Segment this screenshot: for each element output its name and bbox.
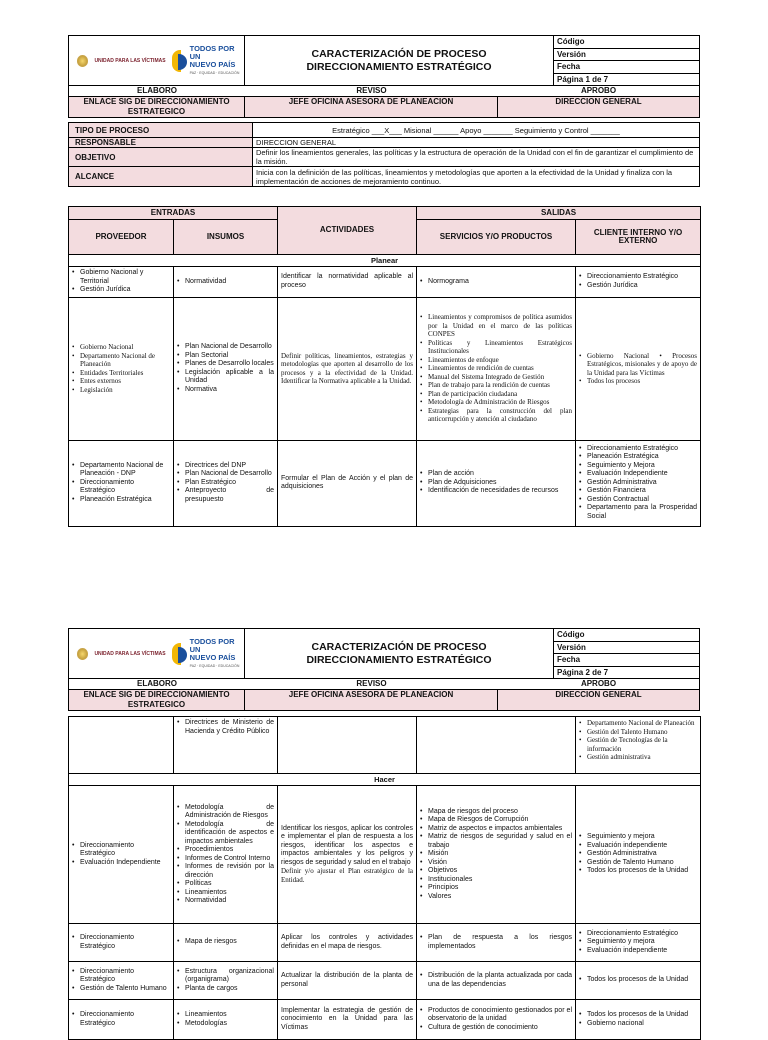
list-item: • Normatividad bbox=[177, 897, 274, 906]
meta-codigo: Código bbox=[554, 629, 699, 642]
sign-roles bbox=[69, 86, 699, 96]
list-item: • Direccionamiento Estratégico bbox=[579, 930, 697, 939]
list-item: • Departamento Nacional de Planeación bbox=[72, 352, 170, 369]
bullet-list bbox=[177, 462, 274, 505]
bullet-list bbox=[72, 343, 170, 394]
list-item: • Políticas y Lineamientos Estratégicos Institucionales bbox=[420, 339, 572, 356]
activity-text: Formular el Plan de Acción y el plan de adquisiciones bbox=[281, 474, 414, 490]
nuevo-pais-logo bbox=[172, 45, 244, 77]
document-meta bbox=[554, 36, 699, 85]
list-item: • Direccionamiento Estratégico bbox=[579, 273, 697, 282]
bullet-list bbox=[420, 313, 572, 424]
list-item: • Metodología de identificación de aspectos e impactos ambientales bbox=[177, 821, 274, 847]
elaboro-name: ENLACE SIG DE DIRECCIONAMIENTO ESTRATEGICO bbox=[69, 97, 245, 117]
bullet-list bbox=[177, 343, 274, 394]
activity-text: Definir políticas, lineamientos, estrategias y metodologías que aporten al desarrollo de los procesos y a la efectividad de la Unidad. Identificar la Normativa aplicable a la Unidad. bbox=[281, 351, 414, 385]
list-item: • Anteproyecto de presupuesto bbox=[177, 487, 274, 504]
logo-pais-tagline: PAZ · EQUIDAD · EDUCACIÓN bbox=[189, 70, 240, 75]
list-item: • Gestión de Talento Humano bbox=[579, 859, 697, 868]
bullet-list bbox=[177, 278, 274, 287]
list-item: • Metodología de Administración de Riesgos bbox=[177, 804, 274, 821]
bullet-list bbox=[177, 719, 274, 736]
bullet-list bbox=[72, 462, 170, 505]
meta-fecha: Fecha bbox=[554, 654, 699, 667]
list-item: • Departamento para la Prosperidad Social bbox=[579, 504, 697, 521]
list-item: • Gestión Contractual bbox=[579, 496, 697, 505]
bullet-list bbox=[579, 445, 697, 522]
coat-of-arms-icon bbox=[77, 55, 88, 67]
bullet-list bbox=[420, 808, 572, 902]
bullet-list bbox=[420, 972, 572, 989]
list-item: • Lineamientos bbox=[177, 1011, 274, 1020]
reviso-label: REVISO bbox=[356, 86, 387, 95]
list-item: • Seguimiento y mejora bbox=[579, 833, 697, 842]
list-item: • Gestión Financiera bbox=[579, 487, 697, 496]
list-item: • Gestión del Talento Humano bbox=[579, 728, 697, 737]
nuevo-pais-mark-icon bbox=[172, 50, 187, 72]
process-table-page-2 bbox=[68, 716, 701, 1040]
list-item: • Evaluación Independiente bbox=[72, 859, 170, 868]
meta-page: Página 2 de 7 bbox=[557, 667, 609, 677]
list-item: • Plan de Adquisiciones bbox=[420, 479, 572, 488]
logo-pais-line-1: TODOS POR UN bbox=[189, 43, 235, 61]
alcance-value: Inicia con la definición de las políticas, lineamientos y metodologías que aporten a la efectividad de la Unidad y finaliza con la implementación de acciones de mejoramiento continuo. bbox=[256, 167, 673, 186]
list-item: • Gestión administrativa bbox=[579, 753, 697, 762]
logo-area bbox=[69, 36, 245, 85]
list-item: • Gobierno nacional bbox=[579, 1020, 697, 1029]
process-info bbox=[68, 122, 700, 187]
document-meta bbox=[554, 629, 699, 678]
reviso-name: JEFE OFICINA ASESORA DE PLANEACION bbox=[245, 690, 498, 710]
elaboro-name: ENLACE SIG DE DIRECCIONAMIENTO ESTRATEGICO bbox=[69, 690, 245, 710]
list-item: • Metodologías bbox=[177, 1020, 274, 1029]
logo-unidad-text: UNIDAD PARA LAS VÍCTIMAS bbox=[94, 650, 166, 657]
aprobo-name: DIRECCION GENERAL bbox=[555, 690, 642, 699]
logo-area bbox=[69, 629, 245, 678]
list-item: • Gestión Jurídica bbox=[579, 282, 697, 291]
bullet-list bbox=[579, 352, 697, 386]
responsable-label: RESPONSABLE bbox=[69, 138, 253, 147]
elaboro-label: ELABORO bbox=[137, 679, 177, 688]
list-item: • Legislación aplicable a la Unidad bbox=[177, 369, 274, 386]
aprobo-name: DIRECCION GENERAL bbox=[555, 97, 642, 106]
list-item: • Plan Sectorial bbox=[177, 352, 274, 361]
list-item: • Lineamientos de enfoque bbox=[420, 356, 572, 365]
list-item: • Direccionamiento Estratégico bbox=[72, 842, 170, 859]
bullet-list bbox=[579, 930, 697, 956]
list-item: • Plan Nacional de Desarrollo bbox=[177, 343, 274, 352]
objetivo-value: Definir los lineamientos generales, las políticas y la estructura de operación de la Unidad con el fin de garantizar el cumplimiento de la misión. bbox=[256, 148, 694, 166]
entradas-header: ENTRADAS bbox=[69, 207, 278, 220]
activity-text-2: Definir y/o ajustar el Plan estratégico de la Entidad. bbox=[281, 867, 413, 884]
list-item: • Direccionamiento Estratégico bbox=[72, 1011, 170, 1028]
page-1-rows bbox=[69, 267, 701, 527]
list-item: • Manual del Sistema Integrado de Gestión bbox=[420, 373, 572, 382]
list-item: • Departamento Nacional de Planeación - DNP bbox=[72, 462, 170, 479]
list-item: • Direccionamiento Estratégico bbox=[72, 968, 170, 985]
title-line-1: CARACTERIZACIÓN DE PROCESO bbox=[311, 47, 487, 60]
table-row bbox=[69, 786, 701, 924]
list-item: • Planeación Estratégica bbox=[579, 453, 697, 462]
list-item: • Informes de revisión por la dirección bbox=[177, 863, 274, 880]
list-item: • Matriz de aspectos e impactos ambientales bbox=[420, 825, 572, 834]
servicios-header: SERVICIOS Y/O PRODUCTOS bbox=[417, 220, 576, 255]
list-item: • Normativa bbox=[177, 386, 274, 395]
bullet-list bbox=[579, 833, 697, 876]
list-item: • Seguimiento y Mejora bbox=[579, 462, 697, 471]
table-row bbox=[69, 924, 701, 962]
list-item: • Gestión de Talento Humano bbox=[72, 985, 170, 994]
list-item: • Gestión de Tecnologías de la información bbox=[579, 736, 697, 753]
list-item: • Direccionamiento Estratégico bbox=[579, 445, 697, 454]
bullet-list bbox=[420, 934, 572, 951]
list-item: • Gestión Administrativa bbox=[579, 850, 697, 859]
sign-names bbox=[69, 689, 699, 710]
list-item: • Mapa de riesgos bbox=[177, 938, 274, 947]
list-item: • Plan Nacional de Desarrollo bbox=[177, 470, 274, 479]
coat-of-arms-icon bbox=[77, 648, 88, 660]
bullet-list bbox=[579, 719, 697, 762]
meta-codigo: Código bbox=[554, 36, 699, 49]
list-item: • Plan de respuesta a los riesgos implementados bbox=[420, 934, 572, 951]
page-2-rows bbox=[69, 717, 701, 1040]
logo-pais-line-2: NUEVO PAÍS bbox=[189, 652, 236, 662]
process-table-page-1 bbox=[68, 206, 701, 527]
list-item: • Mapa de Riesgos de Corrupción bbox=[420, 816, 572, 825]
list-item: • Lineamientos bbox=[177, 889, 274, 898]
list-item: • Todos los procesos bbox=[579, 377, 697, 386]
activity-text: Identificar los riesgos, aplicar los controles e implementar el plan de respuesta a los riesgos, identificar los aspectos e impactos ambientales y los peligros y riesgos de seguridad y salud en el trabajo bbox=[281, 824, 413, 866]
meta-page: Página 1 de 7 bbox=[557, 74, 609, 84]
table-row bbox=[69, 962, 701, 1000]
bullet-list bbox=[72, 269, 170, 295]
document-title bbox=[245, 629, 554, 678]
tipo-label: TIPO DE PROCESO bbox=[69, 123, 253, 137]
list-item: • Gobierno Nacional bbox=[72, 343, 170, 352]
bullet-list bbox=[579, 1011, 697, 1028]
list-item: • Normograma bbox=[420, 278, 572, 287]
list-item: • Directrices del DNP bbox=[177, 462, 274, 471]
bullet-list bbox=[72, 968, 170, 994]
table-row bbox=[69, 267, 701, 298]
list-item: • Productos de conocimiento gestionados por el observatorio de la unidad bbox=[420, 1007, 572, 1024]
list-item: • Evaluación independiente bbox=[579, 947, 697, 956]
list-item: • Departamento Nacional de Planeación bbox=[579, 719, 697, 728]
list-item: • Principios bbox=[420, 884, 572, 893]
bullet-list bbox=[72, 934, 170, 951]
meta-version: Versión bbox=[554, 49, 699, 62]
list-item: • Estrategias para la construcción del plan anticorrupción y atención al ciudadano bbox=[420, 407, 572, 424]
list-item: • Seguimiento y mejora bbox=[579, 938, 697, 947]
activity-text: Identificar la normatividad aplicable al proceso bbox=[281, 273, 414, 289]
objetivo-label: OBJETIVO bbox=[69, 148, 253, 166]
aprobo-label: APROBO bbox=[580, 86, 617, 95]
list-item: • Gobierno Nacional y Territorial bbox=[72, 269, 170, 286]
list-item: • Todos los procesos de la Unidad bbox=[579, 976, 697, 985]
list-item: • Todos los procesos de la Unidad bbox=[579, 1011, 697, 1020]
list-item: • Direccionamiento Estratégico bbox=[72, 479, 170, 496]
list-item: • Gobierno Nacional • Procesos Estratégicos, misionales y de apoyo de la Unidad para las Víctimas bbox=[579, 352, 697, 378]
table-row bbox=[69, 440, 701, 526]
table-row-continued bbox=[69, 717, 701, 774]
insumos-header: INSUMOS bbox=[174, 220, 278, 255]
cliente-header: CLIENTE INTERNO Y/O EXTERNO bbox=[576, 220, 701, 255]
document-title bbox=[245, 36, 554, 85]
sign-names bbox=[69, 96, 699, 117]
list-item: • Cultura de gestión de conocimiento bbox=[420, 1024, 572, 1033]
list-item: • Plan Estratégico bbox=[177, 479, 274, 488]
list-item: • Identificación de necesidades de recursos bbox=[420, 487, 572, 496]
activity-text: Aplicar los controles y actividades definidas en el mapa de riesgos. bbox=[281, 934, 413, 950]
nuevo-pais-logo bbox=[172, 638, 244, 670]
list-item: • Metodología de Administración de Riesgos bbox=[420, 398, 572, 407]
list-item: • Distribución de la planta actualizada por cada una de las dependencias bbox=[420, 972, 572, 989]
list-item: • Visión bbox=[420, 859, 572, 868]
activity-text: Implementar la estrategia de gestión de conocimiento en la Unidad para las Víctimas bbox=[281, 1006, 413, 1031]
list-item: • Entes externos bbox=[72, 377, 170, 386]
list-item: • Planeación Estratégica bbox=[72, 496, 170, 505]
responsable-value: DIRECCION GENERAL bbox=[256, 138, 337, 147]
activity-text: Actualizar la distribución de la planta de personal bbox=[281, 972, 413, 988]
list-item: • Matriz de riesgos de seguridad y salud en el trabajo bbox=[420, 833, 572, 850]
table-row bbox=[69, 297, 701, 440]
bullet-list bbox=[72, 1011, 170, 1028]
list-item: • Mapa de riesgos del proceso bbox=[420, 808, 572, 817]
list-item: • Estructura organizacional (organigrama) bbox=[177, 968, 274, 985]
list-item: • Legislación bbox=[72, 386, 170, 395]
salidas-header: SALIDAS bbox=[417, 207, 701, 220]
title-line-2: DIRECCIONAMIENTO ESTRATÉGICO bbox=[306, 60, 492, 73]
list-item: • Direccionamiento Estratégico bbox=[72, 934, 170, 951]
list-item: • Lineamientos de rendición de cuentas bbox=[420, 364, 572, 373]
list-item: • Gestión Administrativa bbox=[579, 479, 697, 488]
page-header-2 bbox=[68, 628, 700, 711]
bullet-list bbox=[177, 968, 274, 994]
bullet-list bbox=[177, 938, 274, 947]
phase-hacer: Hacer bbox=[69, 774, 701, 786]
list-item: • Plan de acción bbox=[420, 470, 572, 479]
meta-fecha: Fecha bbox=[554, 61, 699, 74]
sign-roles bbox=[69, 679, 699, 689]
list-item: • Planta de cargos bbox=[177, 985, 274, 994]
bullet-list bbox=[420, 470, 572, 496]
logo-pais-line-2: NUEVO PAÍS bbox=[189, 59, 236, 69]
reviso-label: REVISO bbox=[356, 679, 387, 688]
alcance-label: ALCANCE bbox=[69, 167, 253, 186]
table-row bbox=[69, 1000, 701, 1040]
list-item: • Planes de Desarrollo locales bbox=[177, 360, 274, 369]
bullet-list bbox=[177, 804, 274, 906]
list-item: • Plan de trabajo para la rendición de cuentas bbox=[420, 381, 572, 390]
bullet-list bbox=[177, 1011, 274, 1028]
list-item: • Gestión Jurídica bbox=[72, 286, 170, 295]
list-item: • Plan de participación ciudadana bbox=[420, 390, 572, 399]
title-line-2: DIRECCIONAMIENTO ESTRATÉGICO bbox=[306, 653, 492, 666]
list-item: • Entidades Territoriales bbox=[72, 369, 170, 378]
actividades-header: ACTIVIDADES bbox=[278, 207, 417, 255]
meta-version: Versión bbox=[554, 642, 699, 655]
bullet-list bbox=[579, 976, 697, 985]
list-item: • Lineamientos y compromisos de política asumidos por la Unidad en el marco de las políticas CONPES bbox=[420, 313, 572, 339]
elaboro-label: ELABORO bbox=[137, 86, 177, 95]
logo-pais-tagline: PAZ · EQUIDAD · EDUCACIÓN bbox=[189, 663, 240, 668]
list-item: • Normatividad bbox=[177, 278, 274, 287]
nuevo-pais-mark-icon bbox=[172, 643, 187, 665]
bullet-list bbox=[420, 1007, 572, 1033]
bullet-list bbox=[72, 842, 170, 868]
list-item: • Todos los procesos de la Unidad bbox=[579, 867, 697, 876]
bullet-list bbox=[579, 273, 697, 290]
title-line-1: CARACTERIZACIÓN DE PROCESO bbox=[311, 640, 487, 653]
list-item: • Directrices de Ministerio de Hacienda y Crédito Público bbox=[177, 719, 274, 736]
list-item: • Valores bbox=[420, 893, 572, 902]
list-item: • Institucionales bbox=[420, 876, 572, 885]
aprobo-label: APROBO bbox=[580, 679, 617, 688]
reviso-name: JEFE OFICINA ASESORA DE PLANEACION bbox=[245, 97, 498, 117]
list-item: • Objetivos bbox=[420, 867, 572, 876]
list-item: • Procedimientos bbox=[177, 846, 274, 855]
proveedor-header: PROVEEDOR bbox=[69, 220, 174, 255]
tipo-value: Estratégico ___X___ Misional ______ Apoyo _______ Seguimiento y Control _______ bbox=[332, 125, 620, 135]
list-item: • Informes de Control Interno bbox=[177, 855, 274, 864]
list-item: • Políticas bbox=[177, 880, 274, 889]
page-header-1 bbox=[68, 35, 700, 118]
list-item: • Misión bbox=[420, 850, 572, 859]
list-item: • Evaluación independiente bbox=[579, 842, 697, 851]
phase-planear: Planear bbox=[69, 255, 701, 267]
logo-pais-line-1: TODOS POR UN bbox=[189, 636, 235, 654]
list-item: • Evaluación Independiente bbox=[579, 470, 697, 479]
logo-unidad-text: UNIDAD PARA LAS VÍCTIMAS bbox=[94, 57, 166, 64]
bullet-list bbox=[420, 278, 572, 287]
